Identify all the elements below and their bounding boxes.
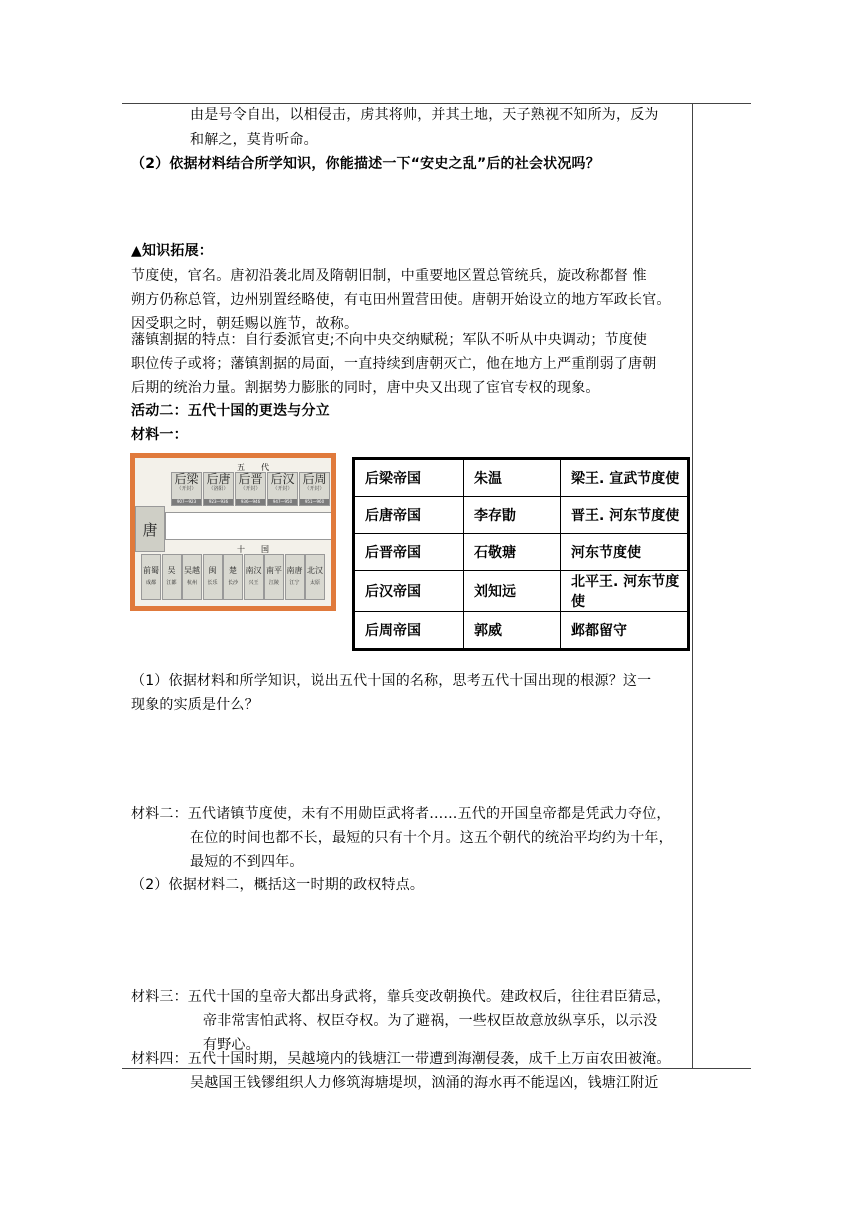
kingdom-cell [182,554,202,600]
material-2-line: 材料二：五代诸镇节度使，未有不用勋臣武将者……五代的开国皇帝都是凭武力夺位， [131,806,671,822]
material-4-line: 材料四：五代十国时期，吴越境内的钱塘江一带遭到海潮侵袭，成千上万亩农田被淹。 [131,1051,671,1067]
kingdom-capital: 太原 [309,580,320,586]
tang-block [135,506,165,552]
text-line: 和解之，莫肯听命。 [190,132,318,148]
material-2-line: 在位的时间也都不长，最短的只有十个月。这五个朝代的统治平均约为十年， [190,830,673,846]
text-line: 因受职之时，朝廷赐以旌节，故称。 [131,316,359,332]
table-row [354,612,689,650]
table-row [354,534,689,571]
text-line: 后期的统治力量。割据势力膨胀的同时，唐中央又出现了宦官专权的现象。 [131,380,600,396]
text-line: 藩镇割据的特点：自行委派官吏;不向中央交纳赋税；军队不听从中央调动；节度使 [131,332,648,348]
dynasty-cell [267,472,298,506]
dynasty-capital: （开封） [272,486,293,492]
kingdom-cell [285,554,305,600]
dynasty-name: 后周 [302,472,327,486]
table-cell: 朱温 [464,459,561,497]
kingdom-name: 北汉 [307,566,323,575]
knowledge-extension-title: ▲知识拓展： [131,243,213,259]
table-cell: 李存勖 [464,497,561,534]
dynasty-name: 后梁 [174,472,199,486]
activity-2-title: 活动二：五代十国的更迭与分立 [131,403,330,419]
kingdom-cell [244,554,264,600]
dynasty-capital: （开封） [304,486,325,492]
table-cell: 后周帝国 [354,612,464,650]
kingdom-capital: 江都 [166,580,177,586]
table-cell: 晋王. 河东节度使 [561,497,689,534]
dynasty-cell [299,472,330,506]
table-row [354,571,689,612]
material-1-label: 材料一： [131,427,188,443]
kingdom-cell [203,554,223,600]
dynasty-years: 947—950 [268,499,297,505]
kingdom-capital: 江陵 [268,580,279,586]
table-cell: 后梁帝国 [354,459,464,497]
kingdom-capital: 兴王 [248,580,259,586]
dynasty-capital: （洛阳） [208,486,229,492]
table-cell: 梁王. 宣武节度使 [561,459,689,497]
table-row [354,459,689,497]
text-line: 由是号令自出，以相侵击，虏其将帅，并其土地，天子熟视不知所为，反为 [190,107,659,123]
dynasty-years: 907—923 [172,499,201,505]
text-line: 节度使，官名。唐初沿袭北周及隋朝旧制，中重要地区置总管统兵，旋改称都督 惟 [131,268,647,284]
table-cell: 后汉帝国 [354,571,464,612]
question-2b: （2）依据材料二，概括这一时期的政权特点。 [131,877,425,893]
dynasty-cell [171,472,202,506]
kingdom-capital: 成都 [145,580,156,586]
tang-label: 唐 [142,521,158,539]
kingdom-cell [162,554,182,600]
dynasties-table [352,457,690,651]
table-cell: 河东节度使 [561,534,689,571]
kingdom-cell [264,554,284,600]
kingdom-name: 吴 [167,566,176,575]
table-cell: 邺都留守 [561,612,689,650]
text-line: 职位传子或将；藩镇割据的局面，一直持续到唐朝灭亡，他在地方上严重削弱了唐朝 [131,356,657,372]
table-cell: 后唐帝国 [354,497,464,534]
table-right-divider [692,103,693,1069]
kingdom-name: 南汉 [245,566,262,575]
kingdom-name: 南唐 [286,566,303,575]
question-1-line: 现象的实质是什么？ [131,697,259,713]
dynasty-name: 后晋 [238,472,263,486]
kingdom-name: 吴越 [184,566,200,575]
dynasty-cell [235,472,266,506]
dynasty-years: 951—960 [300,499,329,505]
dynasty-capital: （开封） [176,486,197,492]
material-3-line: 有野心。 [203,1037,260,1053]
dynasty-years: 923—936 [204,499,233,505]
material-4-line: 吴越国王钱镠组织人力修筑海塘堤坝，汹涌的海水再不能逞凶，钱塘江附近 [190,1075,659,1091]
dynasty-years: 936—946 [236,499,265,505]
material-2-line: 最短的不到四年。 [190,854,304,870]
material-3-line: 帝非常害怕武将、权臣夺权。为了避祸，一些权臣故意放纵享乐，以示没 [203,1013,658,1029]
kingdom-name: 前蜀 [143,566,159,575]
dynasty-cell [203,472,234,506]
wudai-label: 五 代 [237,463,269,472]
kingdom-capital: 长乐 [207,580,218,586]
kingdom-cell [141,554,161,600]
kingdom-name: 楚 [229,566,237,575]
dynasty-capital: （开封） [240,486,261,492]
kingdom-cell [305,554,325,600]
shiguo-label: 十 国 [237,545,269,554]
table-cell: 刘知远 [464,571,561,612]
material-3-line: 材料三：五代十国的皇帝大都出身武将，靠兵变改朝换代。建政权后，往往君臣猜忌， [131,989,671,1005]
table-cell: 北平王. 河东节度使 [561,571,689,612]
dynasty-name: 后汉 [270,472,295,486]
timeline-bar [165,512,331,540]
kingdom-cell [223,554,243,600]
kingdom-capital: 杭州 [186,580,197,586]
text-line: 朔方仍称总管，边州别置经略使，有屯田州置营田使。唐朝开始设立的地方军政长官。 [131,292,671,308]
kingdom-name: 闽 [208,566,217,575]
table-cell: 石敬瑭 [464,534,561,571]
table-row [354,497,689,534]
question-1-line: （1）依据材料和所学知识，说出五代十国的名称，思考五代十国出现的根源？这一 [131,673,652,689]
kingdom-capital: 长沙 [227,580,238,586]
question-2-heading: （2）依据材料结合所学知识，你能描述一下“安史之乱”后的社会状况吗？ [131,156,600,172]
five-dynasties-timeline-image [130,453,336,611]
kingdom-name: 南平 [266,566,282,575]
table-cell: 郭威 [464,612,561,650]
dynasty-name: 后唐 [206,472,231,486]
table-cell: 后晋帝国 [354,534,464,571]
kingdom-capital: 江宁 [289,580,300,586]
